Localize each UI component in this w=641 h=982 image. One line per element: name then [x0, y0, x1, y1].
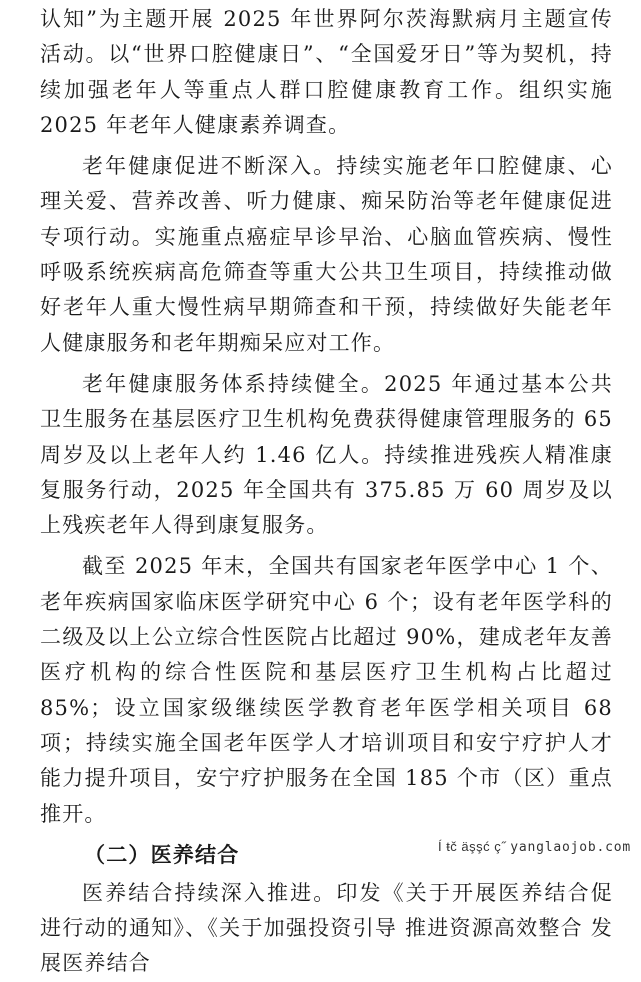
paragraph-service-system: 老年健康服务体系持续健全。2025 年通过基本公共卫生服务在基层医疗卫生机构免费获得健康管理服务的 65 周岁及以上老年人约 1.46 亿人。持续推进残疾人精准康复服务行动，2025 年全国共有 375.85 万 60 周岁及以上残疾老年人得到康复服务。: [40, 371, 613, 538]
paragraph-geriatric-centers: 截至 2025 年末，全国共有国家老年医学中心 1 个、老年疾病国家临床医学研究中心 6 个；设有老年医学科的二级及以上公立综合性医院占比超过 90%，建成老年友善医疗机构的综合性医院和基层医疗卫生机构占比超过 85%；设立国家级继续医学教育老年医学相关项目 68 项；持续实施全国老年医学人才培训项目和安宁疗护人才能力提升项目，安宁疗护服务在全国 185 个市（区）重点推开。: [40, 554, 613, 826]
watermark-glyphs: Í ŧč äşşć ç˝: [437, 839, 507, 854]
paragraph-health-promotion: 老年健康促进不断深入。持续实施老年口腔健康、心理关爱、营养改善、听力健康、痴呆防治等老年健康促进专项行动。实施重点癌症早诊早治、心脑血管疾病、慢性呼吸系统疾病高危筛查等重大公共卫生项目，持续推动做好老年人重大慢性病早期筛查和干预，持续做好失能老年人健康服务和老年期痴呆应对工作。: [40, 154, 613, 355]
paragraph-medical-elderly-care: 医养结合持续深入推进。印发《关于开展医养结合促进行动的通知》、《关于加强投资引导 推进资源高效整合 发展医养结合: [40, 880, 613, 976]
watermark: [438, 839, 631, 855]
watermark-brand: yanglaojob.com: [510, 840, 631, 855]
paragraph-continuation: 认知”为主题开展 2025 年世界阿尔茨海默病月主题宣传活动。以“世界口腔健康日”、“全国爱牙日”等为契机，持续加强老年人等重点人群口腔健康教育工作。组织实施 2025 年老年人健康素养调查。: [40, 7, 613, 137]
section-heading: （二）医养结合: [84, 841, 240, 867]
